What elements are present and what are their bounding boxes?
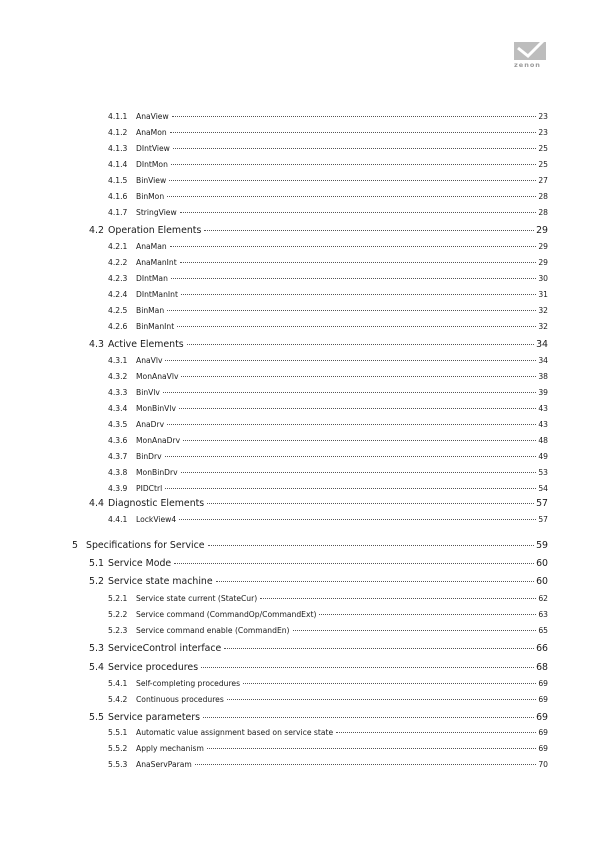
toc-entry[interactable] [108,258,548,267]
toc-entry-title: AnaManInt [136,258,177,267]
toc-entry-title: MonBinDrv [136,468,178,477]
toc-entry[interactable] [108,176,548,185]
toc-entry-title: BinView [136,176,167,185]
toc-entry-number: 4.2.2 [108,258,128,267]
toc-entry-number: 5.4.2 [108,695,128,704]
toc-entry-number: 4.3.7 [108,452,128,461]
toc-entry-page: 23 [538,112,548,121]
toc-entry[interactable] [108,610,548,619]
toc-entry-page: 28 [538,208,548,217]
toc-leader-dots [216,581,534,582]
toc-leader-dots [171,164,536,165]
toc-entry[interactable] [108,274,548,283]
toc-entry-page: 29 [538,258,548,267]
toc-entry-title: Service command enable (CommandEn) [136,626,290,635]
toc-entry-title: AnaMon [136,128,167,137]
toc-entry-number: 4.1.7 [108,208,128,217]
toc-leader-dots [171,278,536,279]
toc-entry-number: 4.3.2 [108,372,128,381]
toc-entry-title: Automatic value assignment based on service state [136,728,334,737]
toc-leader-dots [181,294,536,295]
toc-entry[interactable] [108,679,548,688]
toc-entry[interactable] [89,643,548,654]
toc-entry-page: 28 [538,192,548,201]
logo-text: zenon [514,61,541,69]
toc-entry-number: 5.1 [89,558,104,569]
toc-leader-dots [181,376,536,377]
toc-entry-number: 5 [72,540,78,551]
toc-entry-title: Service parameters [108,712,201,723]
toc-entry-page: 69 [538,695,548,704]
toc-entry-title: LockView4 [136,515,177,524]
toc-entry-page: 54 [538,484,548,493]
toc-entry-title: Service state machine [108,576,213,587]
toc-entry-page: 57 [538,515,548,524]
toc-entry-page: 62 [538,594,548,603]
toc-entry[interactable] [108,728,548,737]
toc-entry-page: 31 [538,290,548,299]
toc-entry[interactable] [108,436,548,445]
toc-entry[interactable] [108,760,548,769]
toc-entry-page: 57 [536,498,548,509]
toc-entry[interactable] [108,242,548,251]
toc-entry-number: 5.2.2 [108,610,128,619]
toc-entry-title: Self-completing procedures [136,679,241,688]
toc-entry-page: 60 [536,558,548,569]
toc-entry[interactable] [108,420,548,429]
toc-leader-dots [172,116,537,117]
toc-entry[interactable] [108,372,548,381]
toc-entry-number: 4.3.9 [108,484,128,493]
toc-leader-dots [227,699,537,700]
toc-leader-dots [204,230,534,231]
toc-entry[interactable] [108,484,548,493]
toc-entry[interactable] [108,128,548,137]
toc-entry[interactable] [108,112,548,121]
toc-entry-title: AnaMan [136,242,167,251]
toc-entry-page: 25 [538,144,548,153]
toc-entry-title: StringView [136,208,177,217]
toc-entry-title: DIntMan [136,274,168,283]
toc-leader-dots [179,519,536,520]
toc-entry[interactable] [108,626,548,635]
toc-entry-page: 49 [538,452,548,461]
toc-entry-number: 4.1.5 [108,176,128,185]
toc-entry[interactable] [108,744,548,753]
toc-entry-number: 4.2.3 [108,274,128,283]
toc-entry-page: 29 [538,242,548,251]
toc-leader-dots [224,648,534,649]
toc-entry[interactable] [89,576,548,587]
toc-entry-title: DIntView [136,144,170,153]
toc-entry-page: 34 [538,356,548,365]
toc-entry[interactable] [108,404,548,413]
toc-entry-title: Service Mode [108,558,172,569]
toc-entry-title: Diagnostic Elements [108,498,205,509]
toc-entry-title: DIntMon [136,160,168,169]
toc-entry[interactable] [108,468,548,477]
toc-leader-dots [170,246,537,247]
toc-entry-title: PIDCtrl [136,484,163,493]
toc-entry[interactable] [108,452,548,461]
toc-entry[interactable] [108,144,548,153]
toc-entry-number: 4.2 [89,225,104,236]
toc-entry-title: Service procedures [108,662,199,673]
toc-entry-title: MonBinVlv [136,404,176,413]
toc-entry[interactable] [89,498,548,509]
toc-leader-dots [167,310,536,311]
toc-entry[interactable] [108,192,548,201]
toc-leader-dots [319,614,536,615]
toc-entry-title: ServiceControl interface [108,643,222,654]
toc-leader-dots [170,132,537,133]
toc-leader-dots [187,344,534,345]
toc-leader-dots [179,408,536,409]
toc-leader-dots [180,262,537,263]
toc-entry-title: MonAnaDrv [136,436,181,445]
toc-entry-page: 23 [538,128,548,137]
toc-entry[interactable] [108,594,548,603]
toc-entry-number: 5.4.1 [108,679,128,688]
toc-entry-number: 5.5.2 [108,744,128,753]
toc-entry-title: MonAnaVlv [136,372,179,381]
toc-entry-number: 4.3.1 [108,356,128,365]
toc-entry-title: BinMan [136,306,165,315]
toc-entry-number: 4.1.2 [108,128,128,137]
toc-entry-title: AnaDrv [136,420,165,429]
toc-leader-dots [173,148,536,149]
toc-leader-dots [336,732,536,733]
toc-entry-number: 4.3.8 [108,468,128,477]
toc-entry-page: 68 [536,662,548,673]
toc-entry-number: 4.3.6 [108,436,128,445]
toc-entry[interactable] [108,695,548,704]
toc-entry[interactable] [108,306,548,315]
toc-entry[interactable] [89,225,548,236]
toc-entry-title: DIntManInt [136,290,178,299]
toc-leader-dots [203,717,534,718]
toc-leader-dots [181,472,537,473]
toc-entry-number: 4.1.6 [108,192,128,201]
toc-entry[interactable] [108,388,548,397]
toc-entry-page: 27 [538,176,548,185]
toc-entry-number: 4.3 [89,339,104,350]
toc-entry-title: Service state current (StateCur) [136,594,258,603]
toc-entry-page: 69 [538,679,548,688]
toc-entry-number: 4.2.5 [108,306,128,315]
toc-entry-number: 5.5 [89,712,104,723]
toc-entry-title: BinVlv [136,388,160,397]
toc-entry-title: BinDrv [136,452,162,461]
toc-entry[interactable] [72,540,548,551]
toc-leader-dots [165,456,537,457]
toc-entry-title: Active Elements [108,339,184,350]
toc-entry-title: BinManInt [136,322,175,331]
toc-entry-page: 69 [536,712,548,723]
toc-entry[interactable] [89,662,548,673]
toc-leader-dots [180,212,537,213]
toc-entry[interactable] [108,208,548,217]
toc-entry-page: 34 [536,339,548,350]
toc-entry-page: 65 [538,626,548,635]
toc-entry-title: AnaServParam [136,760,192,769]
toc-leader-dots [167,196,536,197]
toc-entry-number: 4.3.5 [108,420,128,429]
toc-entry-page: 66 [536,643,548,654]
toc-leader-dots [207,503,534,504]
toc-leader-dots [167,424,536,425]
toc-entry-page: 32 [538,306,548,315]
toc-entry-page: 69 [538,728,548,737]
toc-entry-page: 63 [538,610,548,619]
toc-entry[interactable] [89,712,548,723]
toc-entry-number: 4.2.1 [108,242,128,251]
toc-leader-dots [183,440,536,441]
toc-entry-page: 38 [538,372,548,381]
toc-entry-number: 5.2.1 [108,594,128,603]
toc-entry-page: 70 [538,760,548,769]
toc-entry-page: 48 [538,436,548,445]
toc-entry-number: 4.3.4 [108,404,128,413]
toc-entry[interactable] [89,339,548,350]
toc-leader-dots [163,392,536,393]
toc-leader-dots [260,598,536,599]
toc-entry-page: 43 [538,420,548,429]
toc-entry-title: Service command (CommandOp/CommandExt) [136,610,317,619]
toc-leader-dots [174,563,534,564]
toc-entry[interactable] [108,322,548,331]
toc-entry-number: 4.4.1 [108,515,128,524]
toc-entry-title: Operation Elements [108,225,202,236]
toc-entry[interactable] [89,558,548,569]
toc-entry-number: 4.1.3 [108,144,128,153]
toc-entry-number: 5.3 [89,643,104,654]
toc-entry-title: AnaVlv [136,356,163,365]
toc-entry-title: Apply mechanism [136,744,204,753]
toc-entry-page: 30 [538,274,548,283]
toc-entry-number: 4.2.4 [108,290,128,299]
toc-entry-title: AnaView [136,112,169,121]
toc-entry-page: 25 [538,160,548,169]
toc-entry-number: 5.2.3 [108,626,128,635]
toc-entry[interactable] [108,160,548,169]
toc-entry-page: 29 [536,225,548,236]
toc-leader-dots [177,326,536,327]
toc-entry-number: 4.3.3 [108,388,128,397]
toc-entry-page: 39 [538,388,548,397]
toc-entry[interactable] [108,290,548,299]
toc-leader-dots [195,764,536,765]
toc-entry-number: 4.2.6 [108,322,128,331]
toc-entry-number: 4.1.4 [108,160,128,169]
toc-leader-dots [165,360,536,361]
toc-leader-dots [165,488,536,489]
toc-leader-dots [169,180,536,181]
toc-entry-page: 53 [538,468,548,477]
toc-leader-dots [207,748,536,749]
toc-entry-number: 4.1.1 [108,112,128,121]
toc-leader-dots [208,545,534,546]
toc-entry-number: 4.4 [89,498,104,509]
toc-leader-dots [293,630,537,631]
toc-entry-title: BinMon [136,192,165,201]
toc-leader-dots [243,683,536,684]
toc-leader-dots [201,667,534,668]
toc-entry-number: 5.2 [89,576,104,587]
toc-entry-page: 60 [536,576,548,587]
toc-entry-page: 32 [538,322,548,331]
toc-entry[interactable] [108,356,548,365]
toc-entry-number: 5.5.3 [108,760,128,769]
toc-entry-page: 43 [538,404,548,413]
toc-entry-number: 5.5.1 [108,728,128,737]
toc-entry-page: 59 [536,540,548,551]
toc-entry-title: Continuous procedures [136,695,224,704]
toc-entry-page: 69 [538,744,548,753]
toc-entry[interactable] [108,515,548,524]
toc-entry-title: Specifications for Service [86,540,205,551]
toc-entry-number: 5.4 [89,662,104,673]
